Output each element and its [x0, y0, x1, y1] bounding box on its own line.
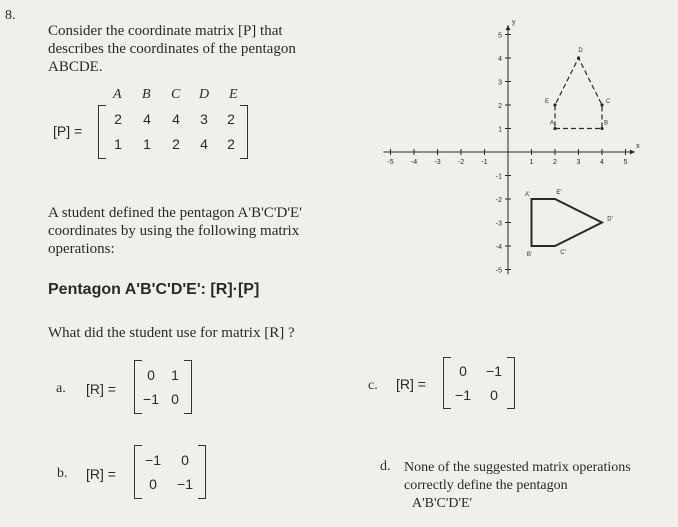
student-line: A student defined the pentagon A'B'C'D'E': [48, 205, 302, 221]
vertex-label: D': [607, 216, 613, 223]
question-prompt: What did the student use for matrix [R] ?: [48, 325, 295, 341]
x-tick-label: 4: [600, 159, 604, 166]
choice-d-line: A'B'C'D'E': [412, 496, 473, 511]
y-tick-label: 5: [498, 32, 502, 40]
column-labels: [113, 87, 253, 105]
matrix-cell: 0: [490, 387, 498, 403]
x-axis-arrow: [630, 150, 635, 155]
vertex-label: B': [526, 252, 533, 258]
matrix-cell: 2: [227, 136, 235, 152]
vertex-point: [600, 127, 603, 130]
vertex-label: E': [556, 190, 562, 196]
matrix-cell: −1: [145, 452, 161, 468]
vertex-point: [577, 56, 580, 59]
y-tick-label: 4: [498, 56, 502, 63]
choice-c-matrix[interactable]: [443, 357, 515, 409]
vertex-label: A': [524, 192, 531, 198]
matrix-cell: 0: [147, 367, 155, 383]
y-axis-arrow: [506, 25, 511, 30]
matrix-cell: 1: [143, 136, 151, 152]
intro-line: describes the coordinates of the pentagon: [48, 41, 296, 57]
matrix-p: [98, 105, 248, 159]
vertex-label: C: [605, 99, 611, 105]
choice-d-text[interactable]: [404, 459, 631, 513]
student-line: operations:: [48, 241, 115, 257]
matrix-cell: 4: [172, 111, 180, 127]
matrix-cell: −1: [177, 476, 193, 492]
x-tick-label: 1: [529, 159, 534, 166]
pentagon-abcde: [555, 58, 602, 129]
choice-b-letter[interactable]: b.: [57, 466, 68, 481]
choice-b-label: [R] =: [86, 466, 116, 482]
matrix-cell: 2: [114, 111, 122, 127]
vertex-point: [553, 103, 556, 106]
y-tick-label: 2: [498, 103, 502, 110]
column-label: A: [113, 87, 122, 102]
matrix-cell: 2: [172, 136, 180, 152]
question-intro: [48, 22, 296, 76]
x-tick-label: 2: [553, 159, 557, 166]
matrix-cell: 2: [227, 111, 235, 127]
matrix-cell: 1: [171, 367, 179, 383]
choice-d-line: None of the suggested matrix operations: [404, 460, 631, 475]
bracket-left: [98, 105, 106, 159]
matrix-cell: 0: [171, 391, 179, 407]
vertex-label: D: [578, 48, 583, 54]
vertex-label: B: [603, 120, 609, 127]
x-tick-label: -2: [457, 159, 465, 166]
student-description: [48, 204, 302, 258]
matrix-cell: −1: [455, 387, 471, 403]
x-tick-label: 3: [576, 159, 581, 166]
choice-a-matrix[interactable]: [134, 360, 192, 414]
y-tick-label: -5: [495, 267, 502, 275]
matrix-cell: 0: [149, 476, 157, 492]
vertex-label: E: [544, 99, 550, 105]
y-tick-label: 3: [498, 79, 502, 87]
operation-statement: Pentagon A'B'C'D'E': [R]·[P]: [48, 281, 260, 298]
y-tick-label: -3: [495, 220, 502, 228]
matrix-cell: −1: [486, 363, 502, 379]
y-axis-label: y: [512, 18, 516, 26]
y-tick-label: 1: [498, 126, 502, 134]
column-label: E: [229, 87, 238, 102]
x-tick-label: -3: [434, 159, 441, 166]
column-label: D: [199, 87, 210, 102]
intro-line: Consider the coordinate matrix [P] that: [48, 23, 283, 39]
matrix-cell: 0: [459, 363, 467, 379]
bracket-left: [134, 445, 142, 499]
choice-c-letter[interactable]: c.: [368, 378, 378, 393]
question-number: 8.: [5, 8, 16, 23]
vertex-point: [600, 103, 603, 106]
x-tick-label: 5: [623, 159, 628, 166]
coordinate-graph: [383, 18, 653, 288]
choice-c-label: [R] =: [396, 376, 426, 392]
matrix-cell: −1: [143, 391, 159, 407]
bracket-left: [443, 357, 451, 409]
vertex-label: C': [560, 250, 566, 256]
x-tick-label: -4: [410, 159, 418, 166]
y-tick-label: -4: [495, 244, 502, 251]
vertex-label: A: [549, 120, 555, 127]
choice-a-label: [R] =: [86, 381, 116, 397]
pentagon-prime: [532, 199, 603, 246]
matrix-cell: 4: [200, 136, 208, 152]
choice-d-letter[interactable]: d.: [380, 459, 391, 474]
bracket-right: [198, 445, 206, 499]
matrix-cell: 3: [200, 111, 208, 127]
choice-d-line: correctly define the pentagon: [404, 478, 568, 493]
intro-line: ABCDE.: [48, 59, 103, 75]
column-label: C: [171, 87, 181, 102]
matrix-cell: 1: [114, 136, 122, 152]
y-tick-label: -2: [495, 197, 502, 204]
x-tick-label: -1: [481, 159, 488, 166]
matrix-p-label: [P] =: [53, 123, 83, 139]
column-label: B: [142, 87, 151, 102]
x-axis-label: x: [636, 143, 640, 150]
choice-b-matrix[interactable]: [134, 445, 206, 499]
bracket-right: [507, 357, 515, 409]
student-line: coordinates by using the following matrix: [48, 223, 300, 239]
x-tick-label: -5: [387, 159, 394, 166]
matrix-cell: 0: [181, 452, 189, 468]
choice-a-letter[interactable]: a.: [56, 381, 66, 396]
y-tick-label: -1: [495, 173, 502, 181]
vertex-point: [553, 127, 556, 130]
matrix-cell: 4: [143, 111, 151, 127]
